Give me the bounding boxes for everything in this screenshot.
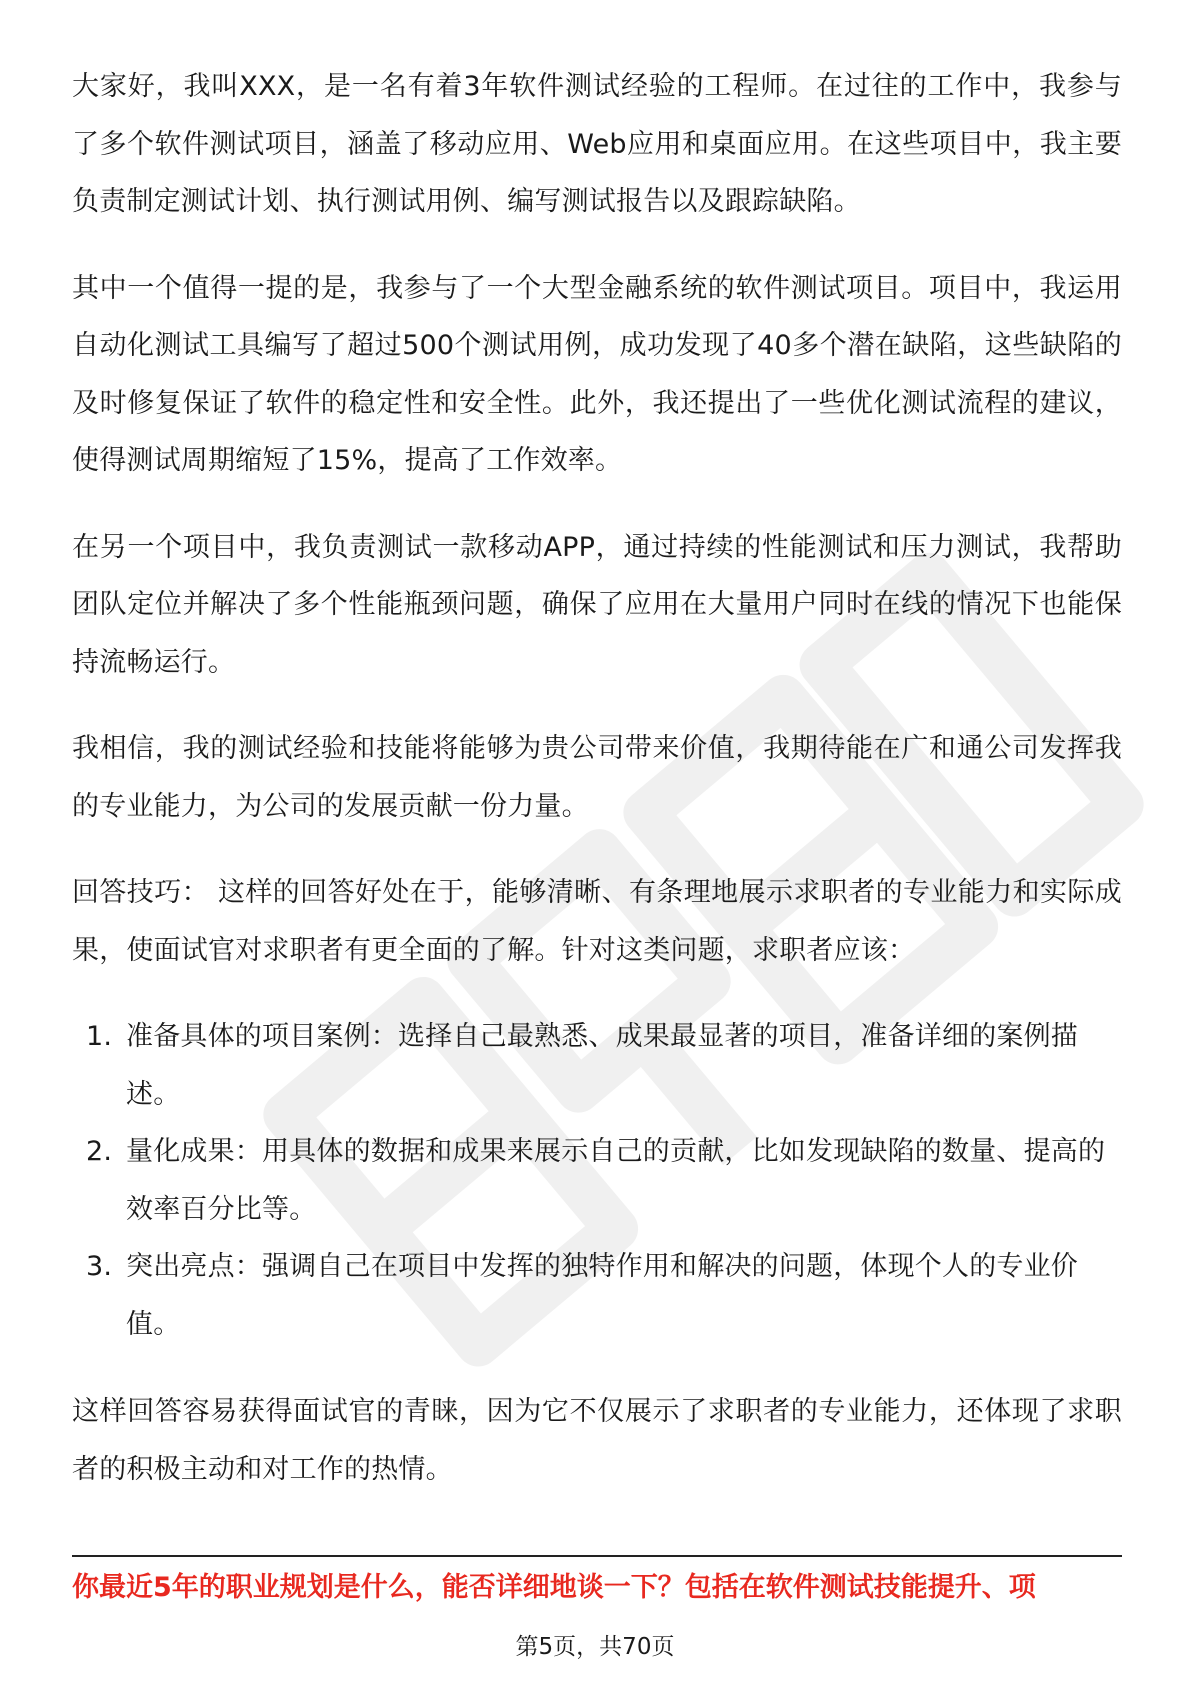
answer-content [72,58,1122,1527]
page-number: 第5页，共70页 [515,1634,675,1660]
summary-paragraph: 这样回答容易获得面试官的青睐，因为它不仅展示了求职者的专业能力，还体现了求职者的积极主动和对工作的热情。 [72,1396,1122,1485]
closing-statement-paragraph: 我相信，我的测试经验和技能将能够为贵公司带来价值，我期待能在广和通公司发挥我的专业能力，为公司的发展贡献一份力量。 [72,733,1122,822]
list-item-number: 2. [86,1136,113,1167]
list-item-text: 量化成果：用具体的数据和成果来展示自己的贡献，比如发现缺陷的数量、提高的效率百分比等。 [126,1136,1106,1225]
answer-tips-paragraph: 回答技巧： 这样的回答好处在于，能够清晰、有条理地展示求职者的专业能力和实际成果，使面试官对求职者有更全面的了解。针对这类问题，求职者应该： [72,877,1122,966]
list-item [72,1008,1122,1123]
intro-paragraph: 大家好，我叫XXX，是一名有着3年软件测试经验的工程师。在过往的工作中，我参与了多个软件测试项目，涵盖了移动应用、Web应用和桌面应用。在这些项目中，我主要负责制定测试计划、执行测试用例、编写测试报告以及跟踪缺陷。 [72,71,1122,217]
list-item-text: 准备具体的项目案例：选择自己最熟悉、成果最显著的项目，准备详细的案例描述。 [126,1021,1078,1110]
list-item-text: 突出亮点：强调自己在项目中发挥的独特作用和解决的问题，体现个人的专业价值。 [126,1251,1078,1340]
project-paragraph: 其中一个值得一提的是，我参与了一个大型金融系统的软件测试项目。项目中，我运用自动化测试工具编写了超过500个测试用例，成功发现了40多个潜在缺陷，这些缺陷的及时修复保证了软件的稳定性和安全性。此外，我还提出了一些优化测试流程的建议，使得测试周期缩短了15%，提高了工作效率。 [72,272,1122,476]
tips-list [72,1008,1122,1353]
list-item-number: 1. [86,1021,113,1052]
mobile-app-paragraph: 在另一个项目中，我负责测试一款移动APP，通过持续的性能测试和压力测试，我帮助团队定位并解决了多个性能瓶颈问题，确保了应用在大量用户同时在线的情况下也能保持流畅运行。 [72,531,1122,678]
list-item [72,1238,1122,1353]
list-item [72,1123,1122,1238]
section-divider [72,1555,1122,1557]
list-item-number: 3. [86,1251,113,1282]
next-question-heading: 你最近5年的职业规划是什么，能否详细地谈一下？包括在软件测试技能提升、项 [72,1572,1036,1603]
